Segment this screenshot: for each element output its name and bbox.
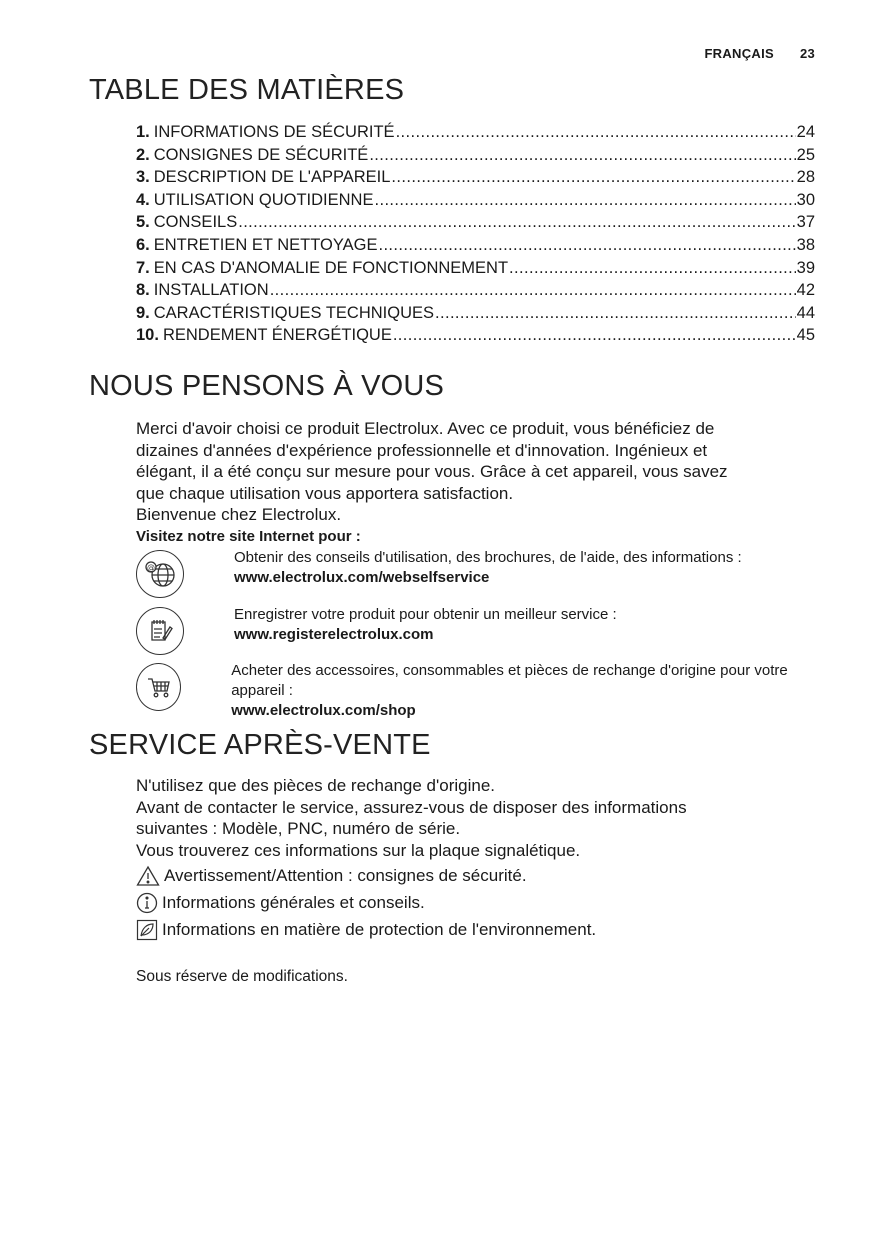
toc-entry-page: 45 (796, 326, 815, 345)
toc-entry-label: RENDEMENT ÉNERGÉTIQUE (162, 326, 392, 345)
symbol-description: Informations générales et conseils. (162, 893, 425, 912)
symbol-legend-environment (136, 919, 596, 941)
toc-entry-page: 39 (796, 258, 815, 277)
page-number: 23 (799, 46, 815, 61)
toc-entry-number: 10. (136, 326, 159, 345)
toc-entry[interactable] (136, 234, 815, 257)
symbol-description: Informations en matière de protection de l'environnement. (162, 920, 597, 939)
service-line: Vous trouverez ces informations sur la plaque signalétique. (136, 840, 581, 860)
section-title-service: SERVICE APRÈS-VENTE (89, 729, 431, 761)
section-title-thinking: NOUS PENSONS À VOUS (89, 370, 445, 402)
toc-entry-number: 4. (136, 190, 150, 209)
intro-line: Bienvenue chez Electrolux. (136, 505, 342, 525)
toc-entry-label: EN CAS D'ANOMALIE DE FONCTIONNEMENT (153, 258, 509, 277)
toc-entry-page: 44 (796, 303, 815, 322)
toc-entry-label: ENTRETIEN ET NETTOYAGE (153, 235, 378, 254)
toc-entry-number: 3. (136, 168, 150, 187)
toc-entry-number: 9. (136, 303, 150, 322)
service-line: Avant de contacter le service, assurez-vous de disposer des informations (136, 797, 687, 817)
toc-entry-number: 2. (136, 145, 150, 164)
toc-leader-dots (270, 279, 796, 302)
intro-line: Merci d'avoir choisi ce produit Electrolux. Avec ce produit, vous bénéficiez de (136, 419, 715, 438)
toc-leader-dots (391, 166, 795, 189)
toc-entry[interactable] (136, 279, 815, 302)
service-link[interactable]: www.registerelectrolux.com (234, 626, 434, 643)
service-item-shop (136, 661, 816, 721)
toc-entry[interactable] (136, 302, 815, 325)
toc-entry-page: 25 (796, 145, 815, 164)
toc-entry-page: 24 (796, 123, 815, 141)
shopping-cart-icon (136, 663, 181, 711)
info-icon (136, 892, 158, 914)
toc-entry[interactable] (136, 211, 815, 234)
intro-line: élégant, il a été conçu sur mesure pour vous. Grâce à cet appareil, vous savez (136, 462, 728, 482)
toc-leader-dots (378, 234, 795, 257)
footer-note: Sous réserve de modifications. (136, 968, 348, 985)
service-item-webselfservice (136, 548, 816, 598)
service-link[interactable]: www.electrolux.com/shop (231, 702, 416, 719)
symbol-legend-info (136, 892, 425, 914)
environment-leaf-icon (136, 919, 158, 941)
toc-leader-dots (396, 121, 796, 144)
toc-title: TABLE DES MATIÈRES (89, 74, 405, 106)
warning-triangle-icon (136, 865, 160, 887)
toc-leader-dots (509, 257, 796, 280)
symbol-legend-warning (136, 865, 527, 887)
toc-entry-number: 1. (136, 123, 150, 141)
service-line: N'utilisez que des pièces de rechange d'origine. (136, 776, 495, 795)
visit-website-label: Visitez notre site Internet pour : (136, 527, 361, 545)
toc-entry[interactable] (136, 257, 815, 280)
toc-entry-number: 8. (136, 281, 150, 300)
intro-line: dizaines d'années d'expérience professionnelle et d'innovation. Ingénieux et (136, 440, 708, 460)
svg-text:@: @ (147, 563, 155, 572)
toc-entry-page: 38 (796, 235, 815, 254)
toc-entry-label: UTILISATION QUOTIDIENNE (153, 190, 374, 209)
toc-entry[interactable] (136, 144, 815, 167)
table-of-contents (136, 121, 815, 347)
toc-entry[interactable] (136, 189, 815, 212)
service-item-register (136, 605, 816, 655)
symbol-description: Avertissement/Attention : consignes de sécurité. (164, 866, 527, 885)
toc-entry-page: 30 (796, 190, 815, 209)
service-description: Obtenir des conseils d'utilisation, des brochures, de l'aide, des informations : (234, 549, 742, 566)
register-form-icon (136, 607, 184, 655)
toc-entry-label: CARACTÉRISTIQUES TECHNIQUES (153, 303, 434, 322)
service-link[interactable]: www.electrolux.com/webselfservice (234, 569, 490, 586)
toc-entry[interactable] (136, 324, 815, 347)
toc-leader-dots (238, 211, 795, 234)
service-description: Enregistrer votre produit pour obtenir un meilleur service : (234, 606, 617, 623)
toc-entry-number: 5. (136, 213, 150, 232)
toc-entry-label: CONSEILS (153, 213, 238, 232)
toc-entry[interactable] (136, 166, 815, 189)
language-label: FRANÇAIS (704, 46, 775, 61)
toc-entry-page: 42 (796, 281, 815, 300)
toc-leader-dots (393, 324, 796, 347)
toc-entry-number: 6. (136, 235, 150, 254)
toc-leader-dots (374, 189, 795, 212)
intro-paragraph (136, 418, 816, 548)
service-description: Acheter des accessoires, consommables et pièces de rechange d'origine pour votre appareil : (231, 662, 788, 699)
toc-entry-page: 28 (796, 168, 815, 187)
toc-entry-label: CONSIGNES DE SÉCURITÉ (153, 145, 369, 164)
service-paragraph (136, 775, 816, 861)
page-header (704, 46, 815, 61)
toc-leader-dots (435, 302, 796, 325)
web-globe-icon (136, 550, 184, 598)
toc-entry[interactable] (136, 121, 815, 144)
toc-entry-label: INSTALLATION (153, 281, 269, 300)
toc-entry-page: 37 (796, 213, 815, 232)
toc-entry-label: INFORMATIONS DE SÉCURITÉ (153, 123, 395, 141)
toc-entry-label: DESCRIPTION DE L'APPAREIL (153, 168, 391, 187)
service-line: suivantes : Modèle, PNC, numéro de série. (136, 819, 461, 839)
toc-entry-number: 7. (136, 258, 150, 277)
toc-leader-dots (369, 144, 795, 167)
intro-line: que chaque utilisation vous apportera satisfaction. (136, 483, 514, 503)
